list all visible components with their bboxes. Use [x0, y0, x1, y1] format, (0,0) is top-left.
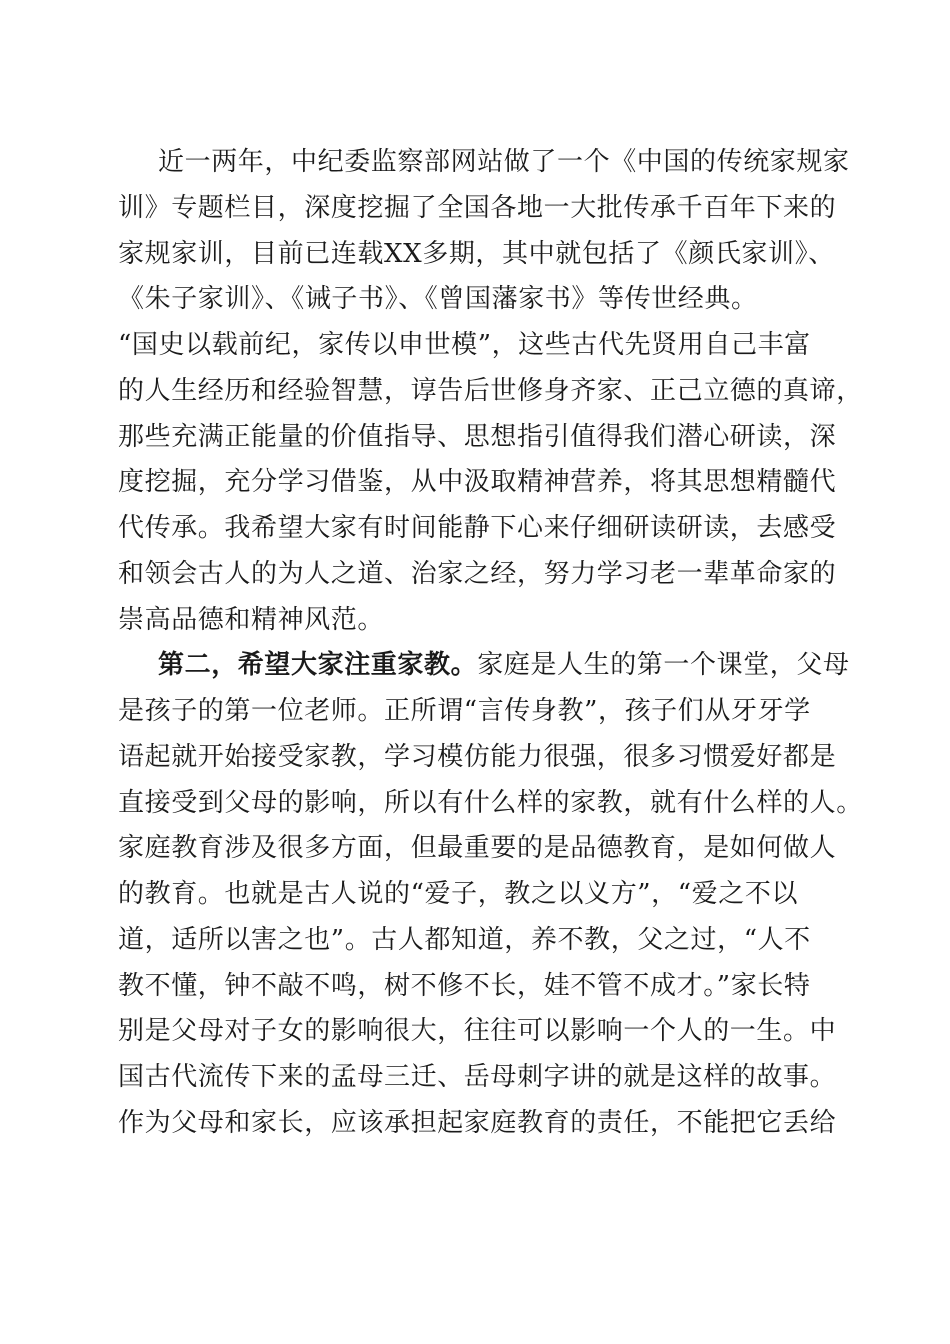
- text-line: 别是父母对子女的影响很大，往往可以影响一个人的一生。中: [118, 1016, 837, 1047]
- text-line: 作为父母和家长，应该承担起家庭教育的责任，不能把它丢给: [118, 1107, 837, 1138]
- text-line: 家规家训，目前已连载XX多期，其中就包括了《颜氏家训》、: [118, 238, 835, 269]
- text-line: 那些充满正能量的价值指导、思想指引值得我们潜心研读，深: [118, 421, 837, 452]
- text-line: 近一两年，中纪委监察部网站做了一个《中国的传统家规家: [158, 147, 850, 177]
- text-line: 道，适所以害之也”。古人都知道，养不教，父之过，“人不: [118, 924, 811, 955]
- text-line: 度挖掘，充分学习借鉴，从中汲取精神营养，将其思想精髓代: [118, 467, 837, 498]
- text-line: 家庭教育涉及很多方面，但最重要的是品德教育，是如何做人: [118, 833, 837, 864]
- paragraph-family-education: [118, 643, 863, 1146]
- text-line: 的教育。也就是古人说的“爱子，教之以义方”，“爱之不以: [118, 879, 799, 909]
- paragraph-family-rules: [118, 140, 863, 643]
- document-body: [118, 140, 863, 1147]
- text-line: 的人生经历和经验智慧，谆告后世修身齐家、正己立德的真谛，: [118, 375, 863, 406]
- text-line: 代传承。我希望大家有时间能静下心来仔细研读研读，去感受: [118, 513, 837, 543]
- text-line: 和领会古人的为人之道、治家之经，努力学习老一辈革命家的: [118, 558, 837, 589]
- text-line: [118, 643, 850, 689]
- text-line: 语起就开始接受家教，学习模仿能力很强，很多习惯爱好都是: [118, 741, 837, 772]
- text-line: 训》专题栏目，深度挖掘了全国各地一大批传承千百年下来的: [118, 192, 837, 223]
- text-span: 家庭是人生的第一个课堂，父母: [477, 650, 850, 681]
- text-line: 是孩子的第一位老师。正所谓“言传身教”，孩子们从牙牙学: [118, 696, 811, 726]
- section-heading: 第二，希望大家注重家教。: [158, 650, 478, 681]
- text-line: 崇高品德和精神风范。: [118, 604, 385, 635]
- text-line: 教不懂，钟不敲不鸣，树不修不长，娃不管不成才。”家长特: [118, 970, 811, 1001]
- text-line: 国古代流传下来的孟母三迁、岳母刺字讲的就是这样的故事。: [118, 1062, 837, 1092]
- text-line: “国史以载前纪，家传以申世模”，这些古代先贤用自己丰富: [118, 330, 811, 360]
- text-line: 直接受到父母的影响，所以有什么样的家教，就有什么样的人。: [118, 787, 863, 818]
- text-line: 《朱子家训》、《诫子书》、《曾国藩家书》等传世经典。: [118, 284, 758, 315]
